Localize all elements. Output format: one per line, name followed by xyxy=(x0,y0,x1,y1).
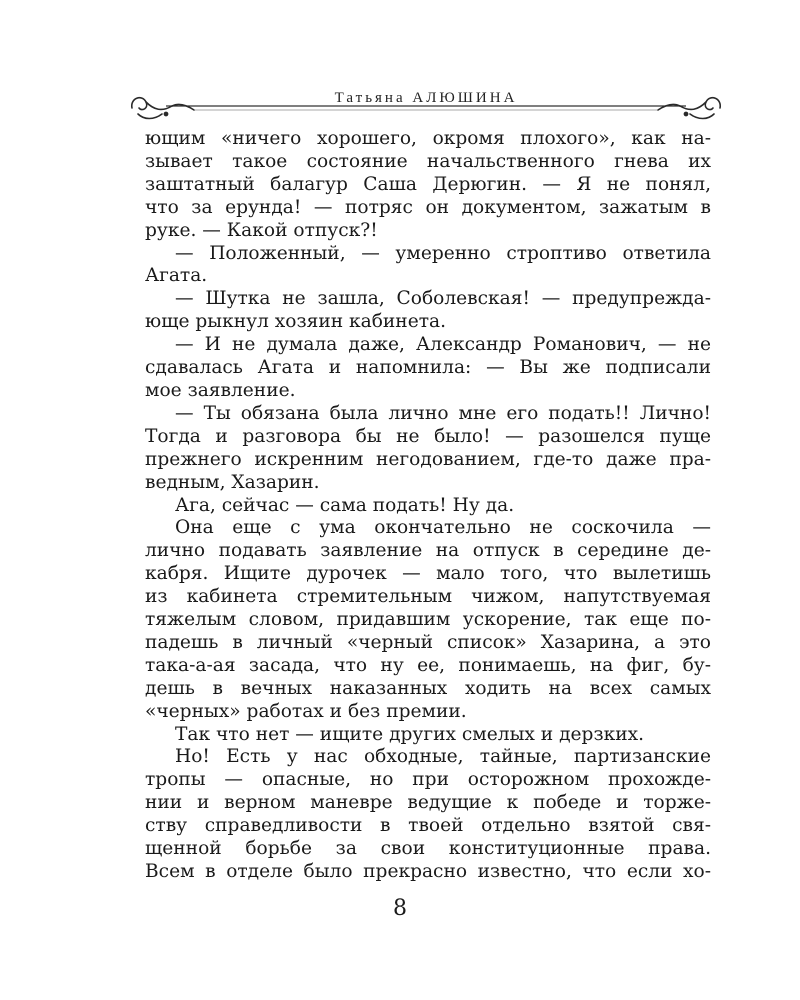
text-line: — Шутка не зашла, Соболевская! — предупрежда- xyxy=(175,288,711,310)
text-line: прежнего искренним негодованием, где-то даже пра- xyxy=(145,448,711,470)
text-line: Но! Есть у нас обходные, тайные, партизанские xyxy=(175,746,711,768)
text-line: лично подавать заявление на отпуск в середине де- xyxy=(145,540,711,562)
paragraph xyxy=(145,403,711,495)
paragraph xyxy=(145,746,711,883)
paragraph xyxy=(145,243,711,289)
text-line: — И не думала даже, Александр Романович, — не xyxy=(175,334,711,356)
text-line: така-а-ая засада, что ну ее, понимаешь, на фиг, бу- xyxy=(145,654,711,676)
text-line: Тогда и разговора бы не было! — разошелся пуще xyxy=(145,425,711,447)
text-line: падешь в личный «черный список» Хазарина, а это xyxy=(145,631,711,653)
text-line: Агата. xyxy=(145,265,208,287)
text-line: что за ерунда! — потряс он документом, зажатым в xyxy=(145,196,711,218)
paragraph xyxy=(145,334,711,403)
text-line: — Положенный, — умеренно строптиво ответила xyxy=(175,242,711,264)
text-line: — Ты обязана была лично мне его подать!! Лично! xyxy=(175,402,711,424)
text-line: Всем в отделе было прекрасно известно, что если хо- xyxy=(145,861,711,882)
text-line: дешь в вечных наказанных ходить на всех самых xyxy=(145,677,711,699)
text-line: ведным, Хазарин. xyxy=(145,471,320,493)
text-line: «черных» работах и без премии. xyxy=(145,700,467,722)
running-header xyxy=(128,84,724,132)
text-line: из кабинета стремительным чижом, напутствуемая xyxy=(145,586,711,608)
text-line: Так что нет — ищите других смелых и дерзких. xyxy=(175,723,644,745)
page-number: 8 xyxy=(393,896,407,921)
text-line: заштатный балагур Саша Дерюгин. — Я не понял, xyxy=(145,173,711,195)
text-line: Ага, сейчас — сама подать! Ну да. xyxy=(175,494,515,516)
text-line: тяжелым словом, придавшим ускорение, так еще по- xyxy=(145,609,711,631)
text-line: юще рыкнул хозяин кабинета. xyxy=(145,311,446,333)
body-text xyxy=(145,128,711,884)
text-line: сдавалась Агата и напомнила: — Вы же подписали xyxy=(145,357,711,379)
paragraph xyxy=(145,724,711,747)
text-line: ющим «ничего хорошего, окромя плохого», как на- xyxy=(145,128,711,149)
paragraph xyxy=(145,128,711,243)
paragraph xyxy=(145,495,711,518)
text-line: Она еще с ума окончательно не соскочила — xyxy=(175,517,711,539)
text-line: ству справедливости в твоей отдельно взятой свя- xyxy=(145,815,711,837)
text-line: кабря. Ищите дурочек — мало того, что вылетишь xyxy=(145,563,711,585)
text-line: нии и верном маневре ведущие к победе и торже- xyxy=(145,792,711,814)
paragraph xyxy=(145,517,711,723)
header-author: Татьяна АЛЮШИНА xyxy=(334,90,518,106)
text-line: руке. — Какой отпуск?! xyxy=(145,219,378,241)
text-line: зывает такое состояние начальственного гнева их xyxy=(145,150,711,172)
text-line: тропы — опасные, но при осторожном прохожде- xyxy=(145,769,711,791)
paragraph xyxy=(145,288,711,334)
text-line: щенной борьбе за свои конституционные права. xyxy=(145,838,711,860)
text-line: мое заявление. xyxy=(145,379,296,401)
